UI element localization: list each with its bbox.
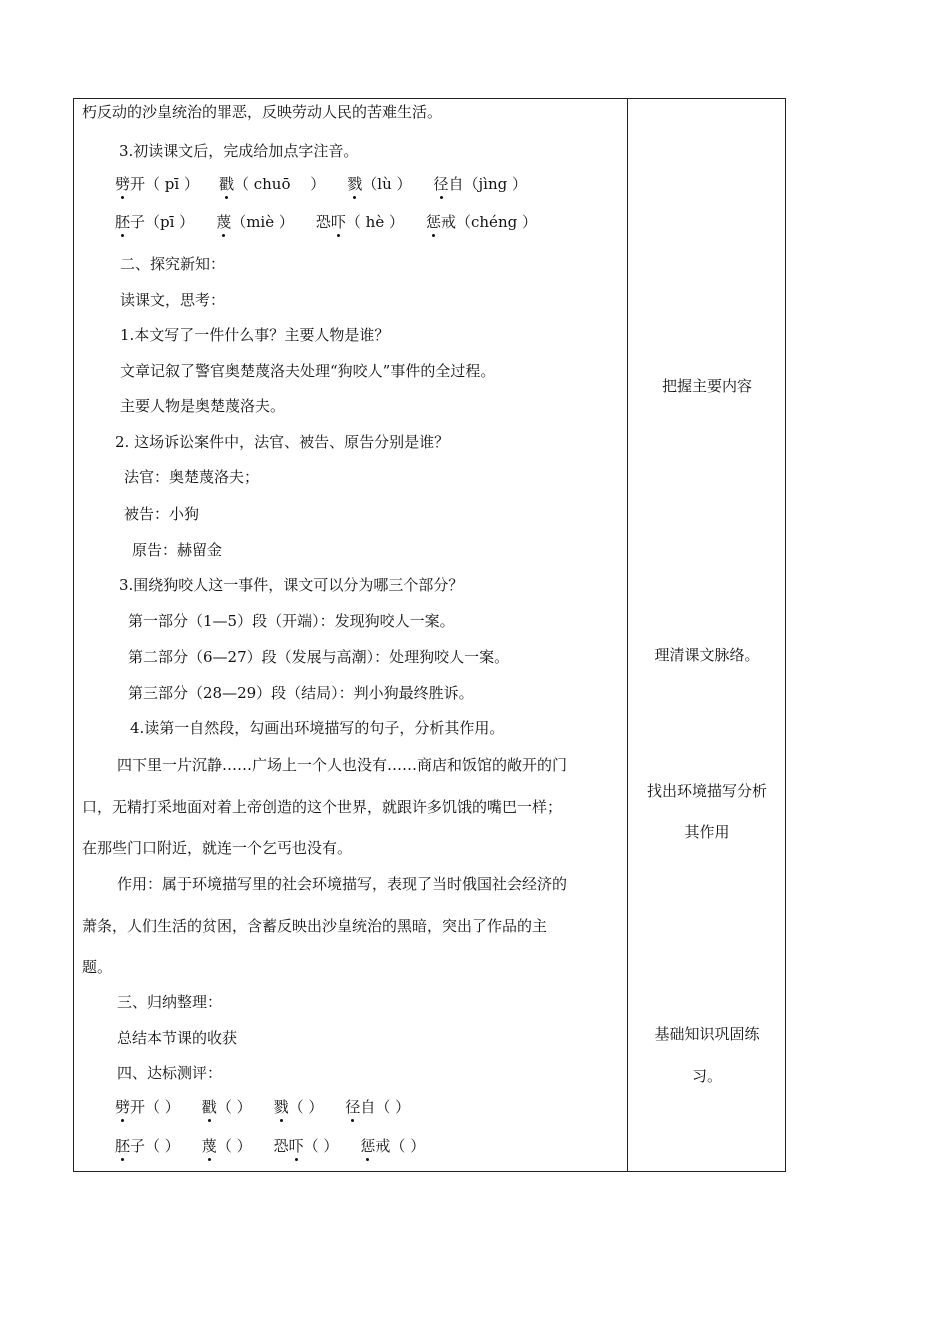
answer-defendant: 被告：小狗 [124, 505, 200, 523]
plain-char: 恐 [315, 213, 331, 231]
dotted-char: 蔑 [201, 1137, 217, 1155]
answer-1a: 文章记叙了警官奥楚蔑洛夫处理“狗咬人”事件的全过程。 [120, 362, 496, 380]
pinyin-text: 子（pī ） [130, 213, 195, 231]
pinyin-row-1 [115, 174, 527, 194]
section-heading-4: 四、达标测评： [117, 1064, 223, 1082]
part-2: 第二部分（6—27）段（发展与高潮）：处理狗咬人一案。 [128, 648, 510, 666]
dotted-char: 蔑 [216, 213, 232, 231]
dotted-char: 劈 [115, 175, 131, 193]
blank-text: 戒（ ） [375, 1137, 426, 1155]
note-structure: 理清课文脉络。 [654, 646, 760, 664]
part-3: 第三部分（28—29）段（结局）：判小狗最终胜诉。 [128, 684, 474, 702]
question-1: 1.本文写了一件什么事？主要人物是谁？ [120, 326, 390, 344]
dotted-char: 惩 [425, 213, 441, 231]
answer-plaintiff: 原告：赫留金 [132, 541, 223, 559]
blank-text: 子（ ） [130, 1137, 180, 1155]
question-4: 4.读第一自然段，勾画出环境描写的句子，分析其作用。 [130, 719, 505, 737]
plain-char: 恐 [273, 1137, 289, 1155]
part-1: 第一部分（1—5）段（开端）：发现狗咬人一案。 [128, 612, 455, 630]
env-quote-3: 在那些门口附近，就连一个乞丐也没有。 [82, 839, 353, 857]
column-divider [627, 98, 628, 1172]
section-heading-2: 二、探究新知： [120, 255, 226, 273]
blank-text: （ ） [303, 1137, 339, 1155]
answer-judge: 法官：奥楚蔑洛夫； [124, 468, 260, 486]
effect-3: 题。 [82, 958, 113, 976]
question-3: 3.围绕狗咬人这一事件，课文可以分为哪三个部分？ [119, 576, 464, 594]
effect-2: 萧条，人们生活的贫困，含蓄反映出沙皇统治的黑暗，突出了作品的主 [82, 917, 548, 935]
dotted-char: 吓 [288, 1137, 304, 1155]
dotted-char: 径 [433, 175, 449, 193]
note-environment-2: 其作用 [684, 823, 730, 841]
read-instruction: 读课文，思考： [120, 291, 226, 309]
note-environment-1: 找出环境描写分析 [646, 782, 767, 800]
pinyin-text: 戒（chéng ） [441, 213, 537, 231]
test-row-2 [115, 1136, 425, 1156]
dotted-char: 戮 [273, 1098, 289, 1116]
question-2: 2. 这场诉讼案件中，法官、被告、原告分别是谁？ [115, 433, 450, 451]
dotted-char: 吓 [330, 213, 346, 231]
dotted-char: 径 [345, 1098, 361, 1116]
env-quote-1: 四下里一片沉静……广场上一个人也没有……商店和饭馆的敞开的门 [117, 756, 568, 774]
continued-text: 朽反动的沙皇统治的罪恶，反映劳动人民的苦难生活。 [82, 103, 443, 121]
answer-1b: 主要人物是奥楚蔑洛夫。 [120, 397, 286, 415]
note-practice-1: 基础知识巩固练 [654, 1025, 760, 1043]
summary-text: 总结本节课的收获 [117, 1029, 238, 1047]
blank-text: 开（ ） [130, 1098, 180, 1116]
dotted-char: 劈 [115, 1098, 131, 1116]
blank-text: （ ） [216, 1098, 252, 1116]
dotted-char: 惩 [360, 1137, 376, 1155]
dotted-char: 戳 [218, 175, 234, 193]
dotted-char: 胚 [115, 213, 131, 231]
dotted-char: 戮 [347, 175, 363, 193]
dotted-char: 戳 [201, 1098, 217, 1116]
pinyin-text: （miè ） [231, 213, 294, 231]
blank-text: （ ） [216, 1137, 252, 1155]
pinyin-text: 开（ pī ） [130, 175, 199, 193]
pinyin-text: （ chuō ） [233, 175, 326, 193]
note-main-content: 把握主要内容 [661, 377, 752, 395]
env-quote-2: 口，无精打采地面对着上帝创造的这个世界，就跟许多饥饿的嘴巴一样； [82, 798, 563, 816]
section-heading-3: 三、归纳整理： [117, 993, 223, 1011]
blank-text: （ ） [288, 1098, 324, 1116]
test-row-1 [115, 1097, 410, 1117]
pinyin-text: 自（jìng ） [448, 175, 528, 193]
note-practice-2: 习。 [691, 1067, 722, 1085]
blank-text: 自（ ） [360, 1098, 411, 1116]
question-3-pinyin: 3.初读课文后，完成给加点字注音。 [119, 142, 359, 160]
pinyin-row-2 [115, 212, 537, 232]
dotted-char: 胚 [115, 1137, 131, 1155]
effect-1: 作用：属于环境描写里的社会环境描写，表现了当时俄国社会经济的 [117, 875, 568, 893]
pinyin-text: （ hè ） [345, 213, 404, 231]
pinyin-text: （lù ） [362, 175, 412, 193]
